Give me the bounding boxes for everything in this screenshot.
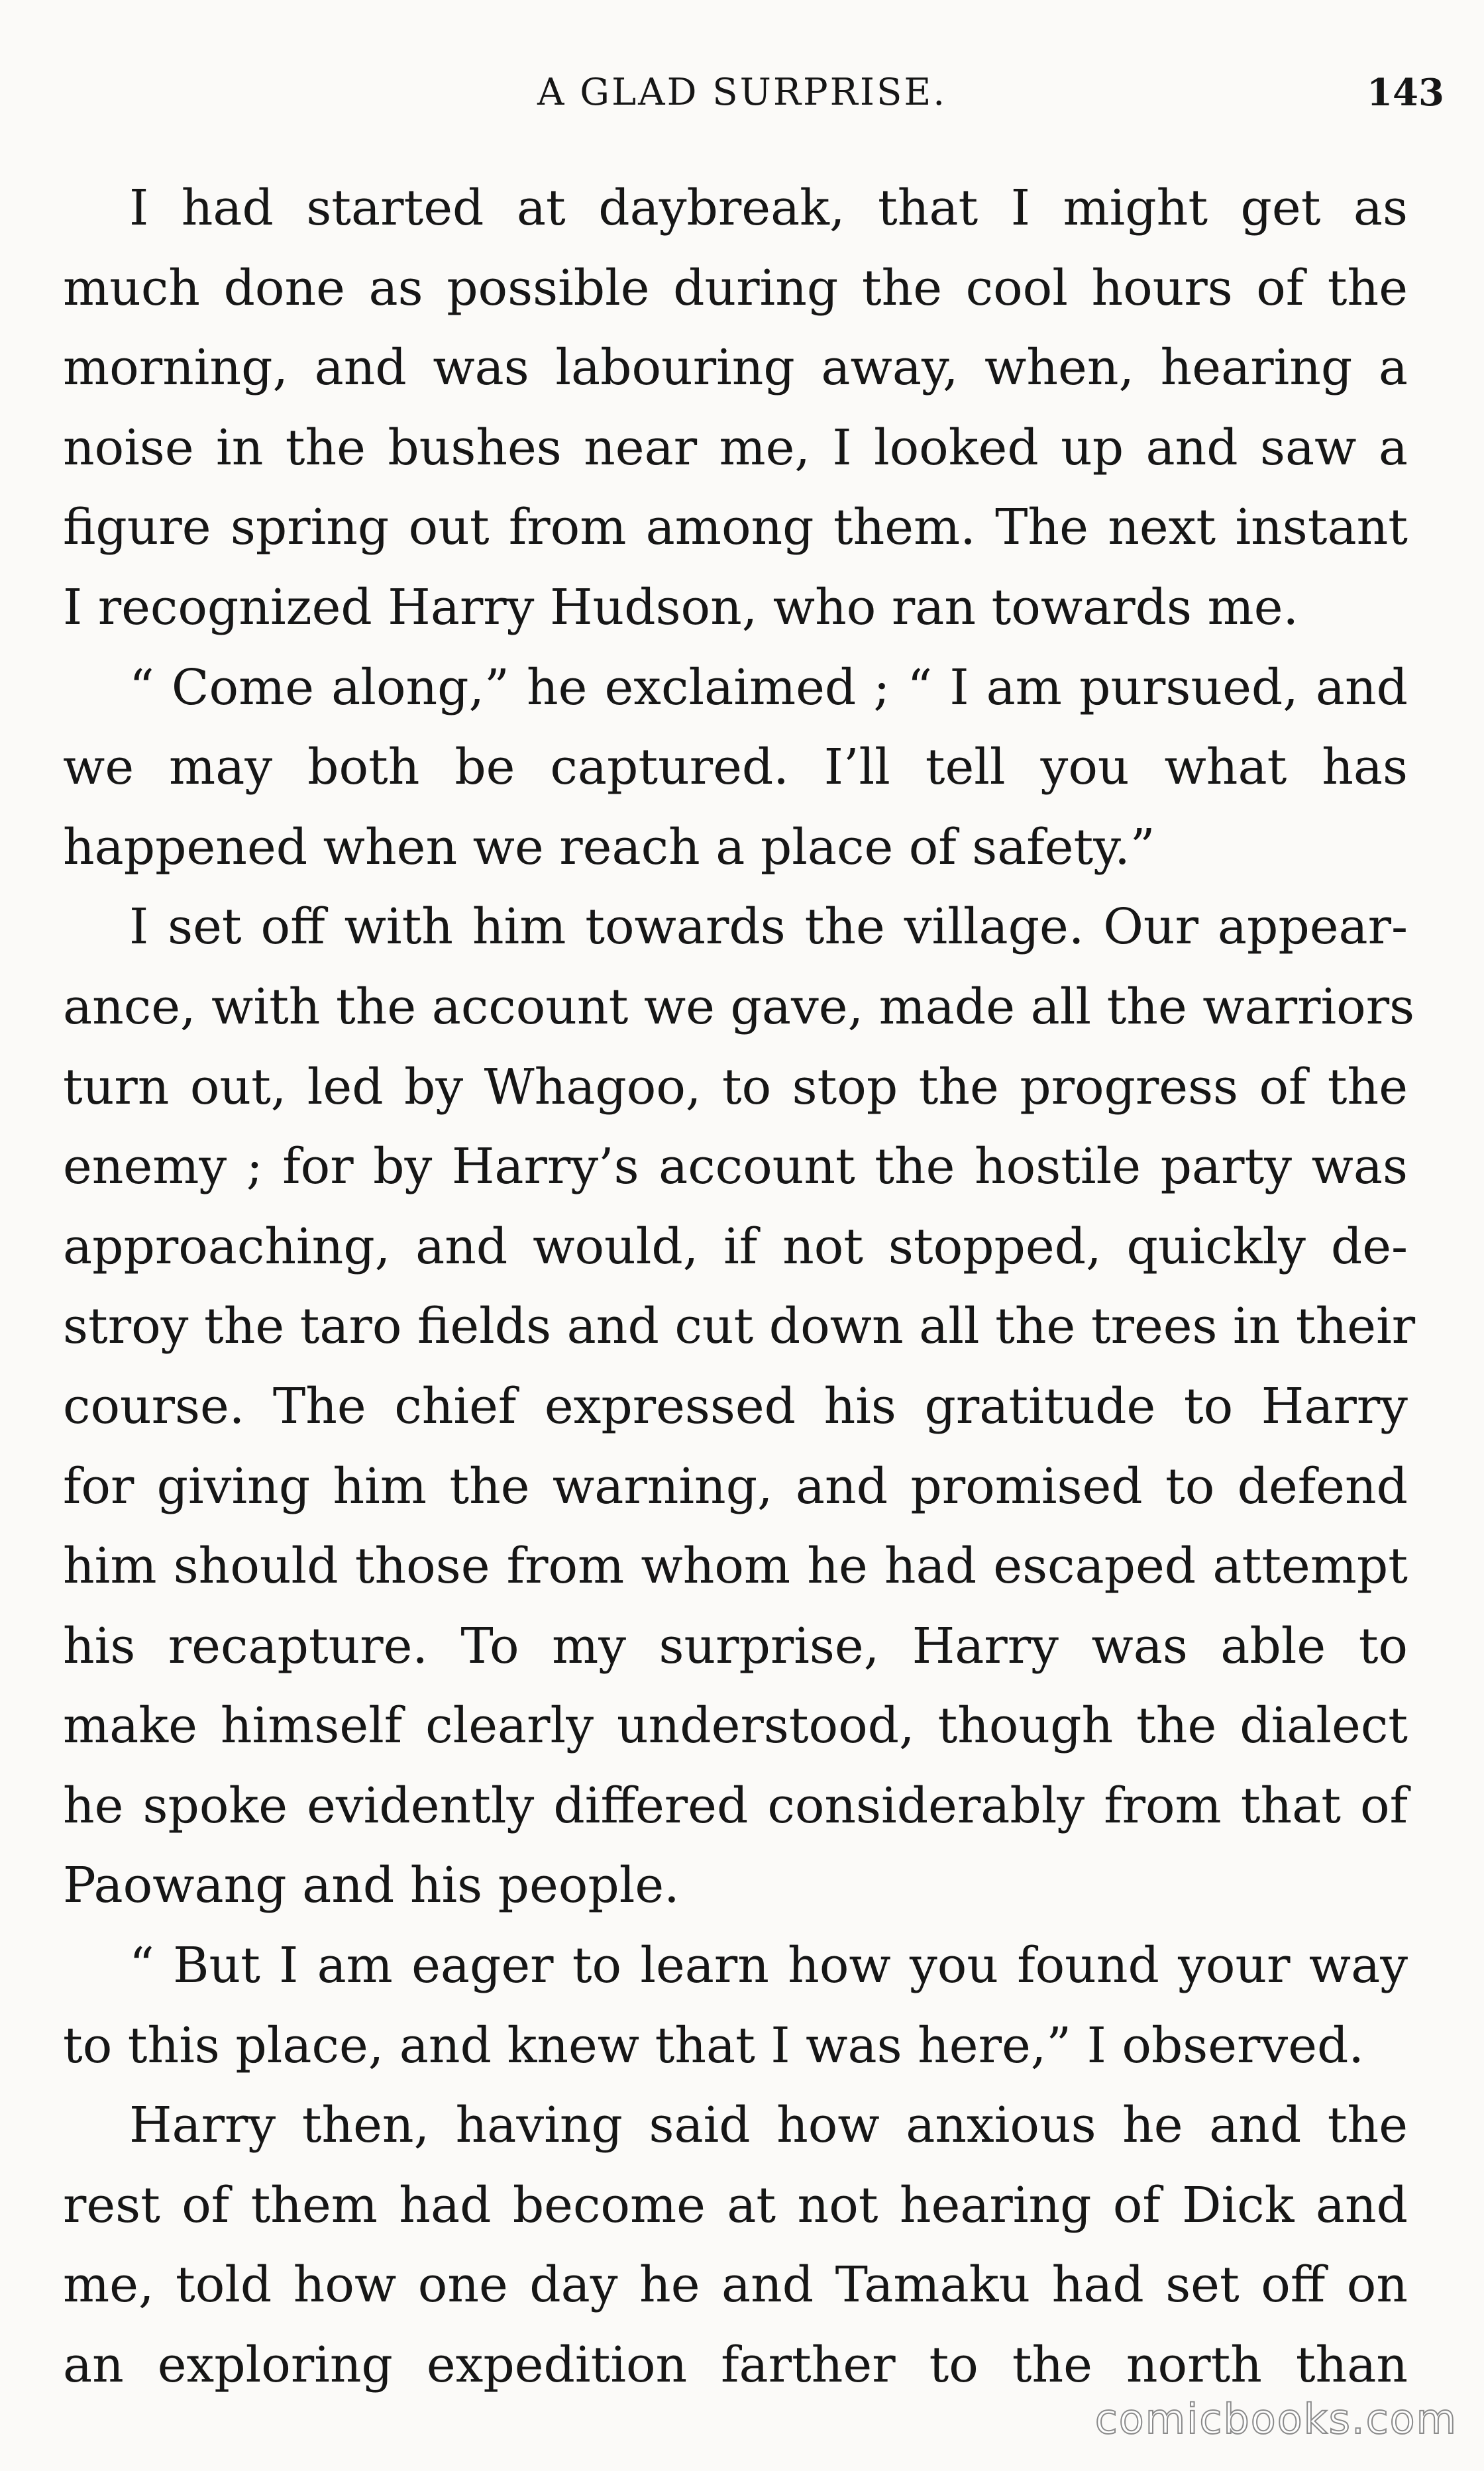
text-line: I had started at daybreak, that I might get as [129, 180, 1408, 237]
text-line: figure spring out from among them. The next instant [63, 499, 1408, 556]
text-line: rest of them had become at not hearing of Dick and [63, 2176, 1408, 2234]
text-line: ance, with the account we gave, made all the warriors [63, 978, 1415, 1035]
text-line: make himself clearly understood, though the dialect [63, 1697, 1408, 1755]
text-line: enemy ; for by Harry’s account the hostile party was [63, 1138, 1408, 1196]
text-line: stroy the taro fields and cut down all the trees in their [63, 1298, 1416, 1355]
text-line: noise in the bushes near me, I looked up and saw a [63, 419, 1408, 476]
text-line: for giving him the warning, and promised to defend [63, 1457, 1408, 1515]
text-line: he spoke evidently differed considerably from that of [63, 1777, 1408, 1834]
text-line: “ Come along,” he exclaimed ; “ I am pursued, and [129, 658, 1408, 716]
page-number: 143 [1367, 71, 1444, 115]
text-line: Harry then, having said how anxious he and the [129, 2097, 1408, 2154]
text-line: approaching, and would, if not stopped, quickly de- [63, 1218, 1408, 1275]
text-line: his recapture. To my surprise, Harry was able to [63, 1617, 1408, 1675]
text-line: we may both be captured. I’ll tell you what has [63, 739, 1408, 796]
text-line: course. The chief expressed his gratitude to Harry [63, 1377, 1408, 1435]
text-line: “ But I am eager to learn how you found your way [129, 1937, 1408, 1995]
text-line: me, told how one day he and Tamaku had set off on [63, 2256, 1408, 2314]
watermark: comicbooks.com [1094, 2395, 1458, 2443]
body-text [63, 168, 1416, 2405]
text-line: him should those from whom he had escaped attempt [63, 1538, 1408, 1595]
text-line: morning, and was labouring away, when, hearing a [63, 339, 1408, 397]
text-line: I set off with him towards the village. Our appear- [129, 898, 1408, 956]
text-line: Paowang and his people. [63, 1857, 680, 1915]
text-line: an exploring expedition farther to the north than [63, 2337, 1408, 2394]
text-line: to this place, and knew that I was here,” I observed. [63, 2017, 1364, 2074]
page-header [0, 66, 1484, 119]
text-line: happened when we reach a place of safety.” [63, 818, 1155, 876]
running-head: A GLAD SURPRISE. [537, 71, 947, 114]
text-line: I recognized Harry Hudson, who ran towards me. [63, 578, 1299, 636]
text-line: much done as possible during the cool hours of the [63, 259, 1408, 317]
text-line: turn out, led by Whagoo, to stop the progress of the [63, 1058, 1408, 1116]
